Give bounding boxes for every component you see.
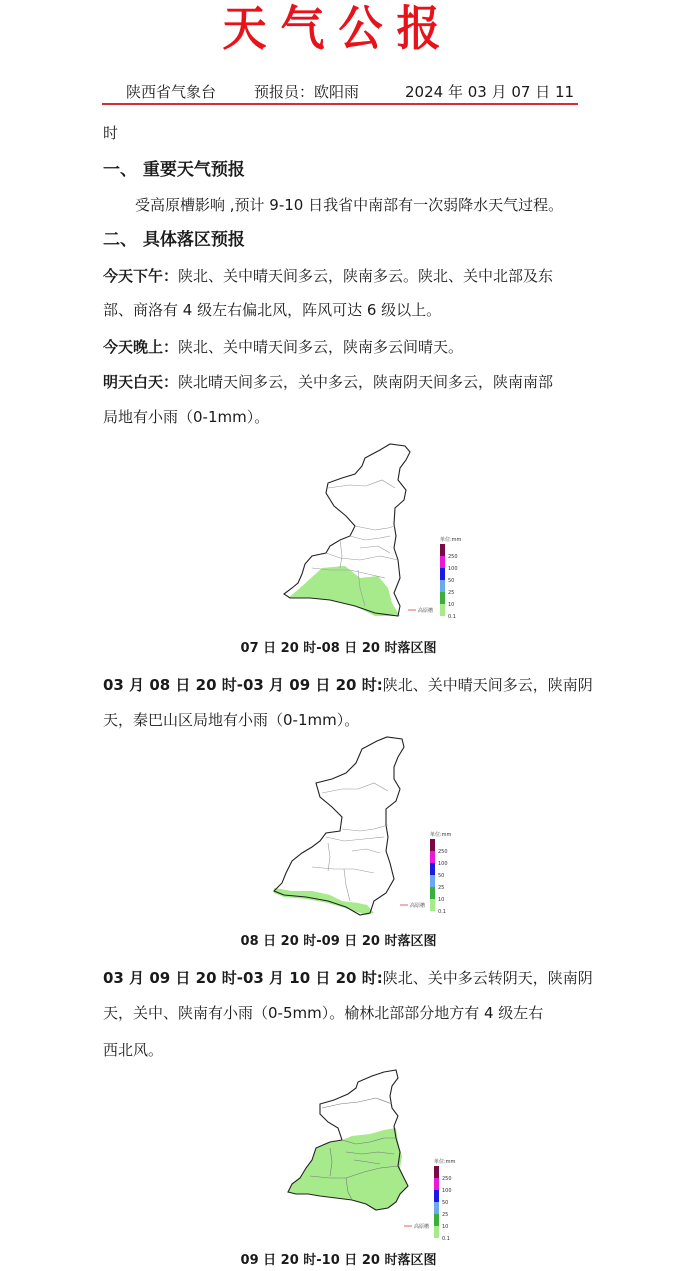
legend-trough-label: 高原槽 bbox=[410, 903, 426, 909]
legend-color-25 bbox=[430, 875, 435, 887]
rain-map-1 bbox=[270, 438, 470, 618]
section2-heading: 二、 具体落区预报 bbox=[103, 230, 245, 250]
legend-value-label: 25 bbox=[448, 590, 455, 596]
tomorrow-text: 陕北晴天间多云，关中多云，陕南阴天间多云，陕南南部 bbox=[178, 373, 554, 391]
section1-text: 受高原槽影响 ,预计 9-10 日我省中南部有一次弱降水天气过程。 bbox=[135, 196, 564, 214]
legend-color-10 bbox=[434, 1214, 439, 1226]
period2-label: 03 月 08 日 20 时-03 月 09 日 20 时: bbox=[103, 676, 383, 694]
document-title: 天气公报 bbox=[222, 1, 455, 58]
period3-line2: 天，关中、陕南有小雨（0-5mm）。榆林北部部分地方有 4 级左右 bbox=[103, 1004, 544, 1022]
legend-value-label: 250 bbox=[442, 1176, 452, 1182]
legend-color-0.1 bbox=[430, 899, 435, 911]
map2-caption: 08 日 20 时-09 日 20 时落区图 bbox=[240, 934, 437, 949]
tomorrow-label: 明天白天： bbox=[103, 373, 179, 391]
map1-rain-area bbox=[288, 566, 400, 616]
map3-caption: 09 日 20 时-10 日 20 时落区图 bbox=[240, 1253, 437, 1268]
period3-line1 bbox=[103, 968, 593, 988]
period3-line3: 西北风。 bbox=[103, 1041, 164, 1059]
tonight-label: 今天晚上： bbox=[103, 338, 179, 356]
legend-color-100 bbox=[430, 851, 435, 863]
header-red-rule bbox=[102, 103, 578, 105]
tomorrow-line1 bbox=[103, 372, 553, 392]
legend-value-label: 0.1 bbox=[442, 1236, 450, 1242]
map2-legend bbox=[400, 831, 452, 915]
rain-map-2 bbox=[262, 733, 462, 923]
legend-value-label: 0.1 bbox=[448, 614, 456, 620]
legend-value-label: 25 bbox=[442, 1212, 449, 1218]
legend-color-250 bbox=[434, 1166, 439, 1178]
map2-city-borders bbox=[312, 783, 388, 901]
issuer: 陕西省气象台 bbox=[126, 83, 217, 101]
legend-value-label: 100 bbox=[438, 861, 448, 867]
issue-datetime: 2024 年 03 月 07 日 11 bbox=[405, 83, 575, 101]
legend-value-label: 50 bbox=[448, 578, 455, 584]
legend-value-label: 250 bbox=[448, 554, 458, 560]
legend-color-50 bbox=[430, 863, 435, 875]
legend-value-label: 0.1 bbox=[438, 909, 446, 915]
legend-color-25 bbox=[434, 1202, 439, 1214]
legend-unit: 单位:mm bbox=[434, 1159, 456, 1165]
tonight-text: 陕北、关中晴天间多云，陕南多云间晴天。 bbox=[178, 338, 464, 356]
legend-color-25 bbox=[440, 580, 445, 592]
legend-value-label: 10 bbox=[448, 602, 455, 608]
legend-trough-label: 高原槽 bbox=[414, 1224, 430, 1230]
legend-value-label: 100 bbox=[448, 566, 458, 572]
today-afternoon-line1 bbox=[103, 266, 553, 286]
today-afternoon-line2: 部、商洛有 4 级左右偏北风，阵风可达 6 级以上。 bbox=[103, 301, 442, 319]
forecaster: 预报员：欧阳雨 bbox=[254, 83, 360, 101]
issue-datetime-tail: 时 bbox=[103, 124, 119, 142]
legend-color-0.1 bbox=[434, 1226, 439, 1238]
period2-text: 陕北、关中晴天间多云，陕南阴 bbox=[382, 676, 593, 694]
legend-value-label: 10 bbox=[438, 897, 445, 903]
period3-text: 陕北、关中多云转阴天，陕南阴 bbox=[382, 969, 593, 987]
map2-rain-area bbox=[274, 888, 374, 915]
legend-color-50 bbox=[434, 1190, 439, 1202]
tonight-line bbox=[103, 337, 463, 357]
map1-legend bbox=[408, 536, 462, 620]
legend-color-10 bbox=[440, 592, 445, 604]
legend-color-100 bbox=[434, 1178, 439, 1190]
today-afternoon-text: 陕北、关中晴天间多云，陕南多云。陕北、关中北部及东 bbox=[178, 267, 554, 285]
legend-color-250 bbox=[440, 544, 445, 556]
legend-color-250 bbox=[430, 839, 435, 851]
legend-color-10 bbox=[430, 887, 435, 899]
legend-value-label: 250 bbox=[438, 849, 448, 855]
section1-heading: 一、 重要天气预报 bbox=[103, 160, 245, 180]
period3-label: 03 月 09 日 20 时-03 月 10 日 20 时: bbox=[103, 969, 383, 987]
legend-value-label: 100 bbox=[442, 1188, 452, 1194]
legend-unit: 单位:mm bbox=[430, 832, 452, 838]
legend-value-label: 50 bbox=[438, 873, 445, 879]
legend-trough-label: 高原槽 bbox=[418, 608, 434, 614]
legend-value-label: 50 bbox=[442, 1200, 449, 1206]
map3-legend bbox=[404, 1158, 456, 1242]
rain-map-3 bbox=[280, 1068, 470, 1242]
legend-value-label: 10 bbox=[442, 1224, 449, 1230]
legend-unit: 单位:mm bbox=[440, 537, 462, 543]
tomorrow-line2: 局地有小雨（0-1mm）。 bbox=[103, 408, 270, 426]
period2-line2: 天，秦巴山区局地有小雨（0-1mm）。 bbox=[103, 711, 360, 729]
legend-color-0.1 bbox=[440, 604, 445, 616]
map1-caption: 07 日 20 时-08 日 20 时落区图 bbox=[240, 641, 437, 656]
header-line bbox=[103, 82, 579, 102]
legend-value-label: 25 bbox=[438, 885, 445, 891]
legend-color-100 bbox=[440, 556, 445, 568]
today-afternoon-label: 今天下午： bbox=[103, 267, 179, 285]
legend-color-50 bbox=[440, 568, 445, 580]
period2-line1 bbox=[103, 675, 593, 695]
